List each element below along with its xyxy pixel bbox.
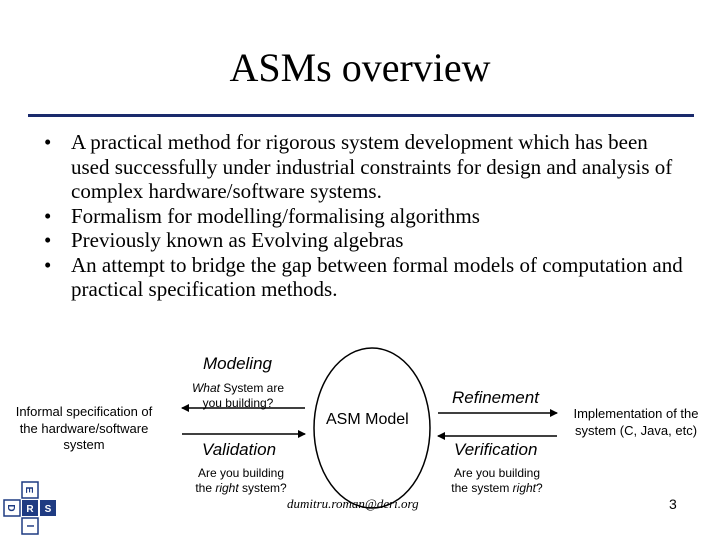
page-number: 3 [669, 496, 677, 512]
verification-question [440, 466, 554, 496]
modeling-label: Modeling [203, 354, 272, 373]
deri-logo [4, 482, 56, 534]
validation-question-line2 [186, 481, 296, 496]
validation-question-line1: Are you building [197, 466, 285, 480]
bullet-item: • Formalism for modelling/formalising algorithms [44, 204, 684, 229]
modeling-question-emphasis: What [191, 381, 220, 395]
modeling-question-rest: System are [219, 381, 285, 395]
svg-text:D: D [5, 504, 16, 512]
verification-label: Verification [454, 440, 538, 459]
verification-question-emphasis: right [512, 481, 536, 495]
verification-question-pre: the system [451, 481, 513, 495]
implementation-line1: Implementation of the [573, 406, 699, 421]
svg-text:S: S [44, 504, 52, 515]
informal-spec-line3: system [63, 437, 105, 452]
validation-question [186, 466, 296, 496]
validation-label: Validation [202, 440, 277, 459]
implementation-label [562, 405, 710, 439]
modeling-question-line2: you building? [202, 396, 274, 410]
footer-email: dumitru.roman@deri.org [287, 496, 419, 511]
modeling-question-line1 [186, 381, 290, 396]
modeling-question [186, 381, 290, 411]
verification-question-line2 [440, 481, 554, 496]
validation-question-post: system? [238, 481, 287, 495]
informal-spec-label [6, 404, 162, 454]
verification-question-line1: Are you building [453, 466, 541, 480]
informal-spec-line2: the hardware/software [19, 420, 149, 436]
svg-text:R: R [26, 504, 34, 515]
bullet-item: • A practical method for rigorous system development which has been used successfully under industrial constraints for design and analysis of complex hardware/software systems. [44, 130, 684, 204]
slide-title: ASMs overview [229, 45, 491, 90]
verification-question-post: ? [536, 481, 543, 495]
bullet-item: • An attempt to bridge the gap between formal models of computation and practical specification methods. [44, 253, 684, 302]
implementation-line2: system (C, Java, etc) [574, 423, 698, 438]
bullet-item: • Previously known as Evolving algebras [44, 228, 684, 253]
svg-text:E: E [23, 486, 34, 494]
refinement-label: Refinement [452, 388, 539, 407]
asm-model-label: ASM Model [326, 411, 409, 428]
svg-text:I: I [26, 524, 37, 528]
validation-question-emphasis: right [215, 481, 239, 495]
validation-question-pre: the [195, 481, 216, 495]
informal-spec-line1: Informal specification of [15, 404, 153, 419]
